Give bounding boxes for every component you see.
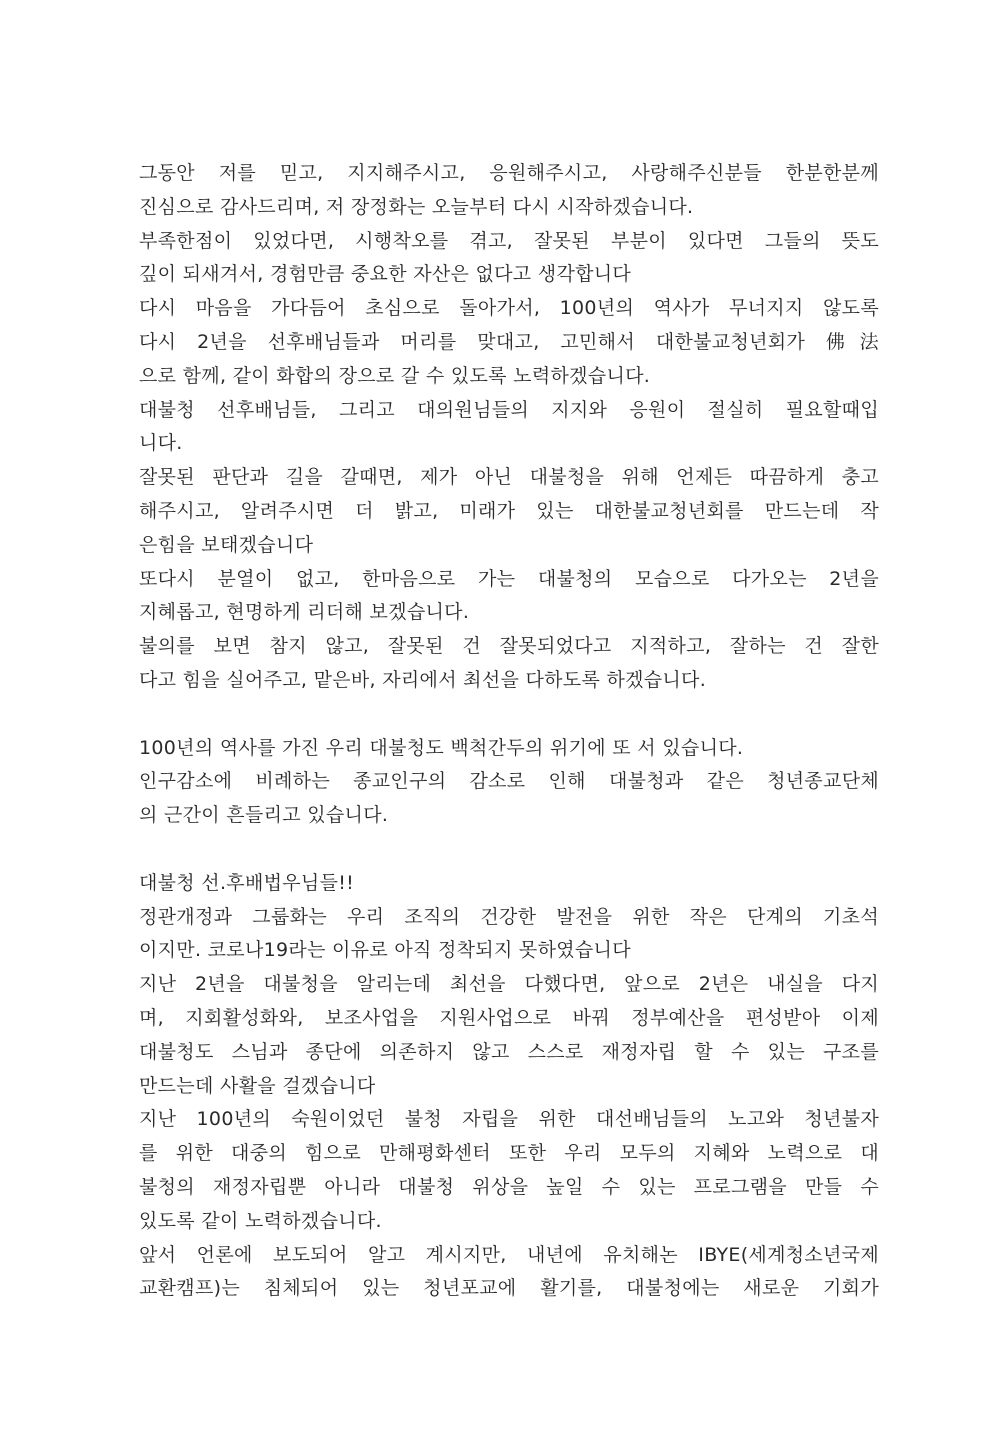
text-line: 대불청 선.후배법우님들!! (139, 871, 355, 894)
letter-body (139, 157, 879, 1306)
text-line: 또다시 분열이 없고, 한마음으로 가는 대불청의 모습으로 다가오는 2년을 (139, 567, 879, 590)
text-line: 의 근간이 흔들리고 있습니다. (139, 804, 389, 827)
text-line: 다시 2년을 선후배님들과 머리를 맞대고, 고민해서 대한불교청년회가 佛法 (139, 330, 879, 353)
text-line: 불청의 재정자립뿐 아니라 대불청 위상을 높일 수 있는 프로그램을 만들 수 (139, 1175, 879, 1198)
text-line: 를 위한 대중의 힘으로 만해평화센터 또한 우리 모두의 지혜와 노력으로 대 (139, 1142, 879, 1165)
text-line: 불의를 보면 참지 않고, 잘못된 건 잘못되었다고 지적하고, 잘하는 건 잘한 (139, 635, 879, 658)
text-line: 인구감소에 비례하는 종교인구의 감소로 인해 대불청과 같은 청년종교단체 (139, 770, 879, 793)
text-line: 있도록 같이 노력하겠습니다. (139, 1209, 382, 1232)
text-line: 지난 2년을 대불청을 알리는데 최선을 다했다면, 앞으로 2년은 내실을 다지 (139, 973, 879, 996)
text-line: 며, 지회활성화와, 보조사업을 지원사업으로 바꿔 정부예산을 편성받아 이제 (139, 1006, 879, 1029)
text-line: 만드는데 사활을 걸겠습니다 (139, 1074, 376, 1097)
text-line: 정관개정과 그룹화는 우리 조직의 건강한 발전을 위한 작은 단계의 기초석 (139, 905, 879, 928)
text-line: 해주시고, 알려주시면 더 밝고, 미래가 있는 대한불교청년회를 만드는데 작 (139, 499, 879, 522)
text-line: 부족한점이 있었다면, 시행착오를 겪고, 잘못된 부분이 있다면 그들의 뜻도 (139, 229, 879, 252)
text-line: 교환캠프)는 침체되어 있는 청년포교에 활기를, 대불청에는 새로운 기회가 (139, 1277, 879, 1300)
text-line: 니다. (139, 432, 183, 455)
text-line: 그동안 저를 믿고, 지지해주시고, 응원해주시고, 사랑해주신분들 한분한분께 (139, 162, 879, 184)
text-line: 은힘을 보태겠습니다 (139, 533, 314, 556)
text-line: 지난 100년의 숙원이었던 불청 자립을 위한 대선배님들의 노고와 청년불자 (139, 1108, 879, 1131)
paragraph-gap (139, 833, 879, 867)
text-line: 깊이 되새겨서, 경험만큼 중요한 자산은 없다고 생각합니다 (139, 263, 632, 286)
text-line: 진심으로 감사드리며, 저 장정화는 오늘부터 다시 시작하겠습니다. (139, 195, 694, 218)
text-line: 지혜롭고, 현명하게 리더해 보겠습니다. (139, 601, 470, 624)
text-line: 다시 마음을 가다듬어 초심으로 돌아가서, 100년의 역사가 무너지지 않도록 (139, 297, 879, 320)
text-line: 앞서 언론에 보도되어 알고 계시지만, 내년에 유치해논 IBYE(세계청소년국제 (139, 1243, 879, 1266)
text-line: 다고 힘을 실어주고, 맡은바, 자리에서 최선을 다하도록 하겠습니다. (139, 668, 707, 691)
text-line: 대불청 선후배님들, 그리고 대의원님들의 지지와 응원이 절실히 필요할때입 (139, 398, 879, 421)
text-line: 대불청도 스님과 종단에 의존하지 않고 스스로 재정자립 할 수 있는 구조를 (139, 1040, 879, 1063)
text-line: 이지만. 코로나19라는 이유로 아직 정착되지 못하였습니다 (139, 939, 631, 962)
paragraph-gap (139, 698, 879, 732)
text-line: 100년의 역사를 가진 우리 대불청도 백척간두의 위기에 또 서 있습니다. (139, 736, 744, 759)
text-line: 잘못된 판단과 길을 갈때면, 제가 아닌 대불청을 위해 언제든 따끔하게 충고 (139, 466, 879, 489)
text-line: 으로 함께, 같이 화합의 장으로 갈 수 있도록 노력하겠습니다. (139, 364, 651, 387)
